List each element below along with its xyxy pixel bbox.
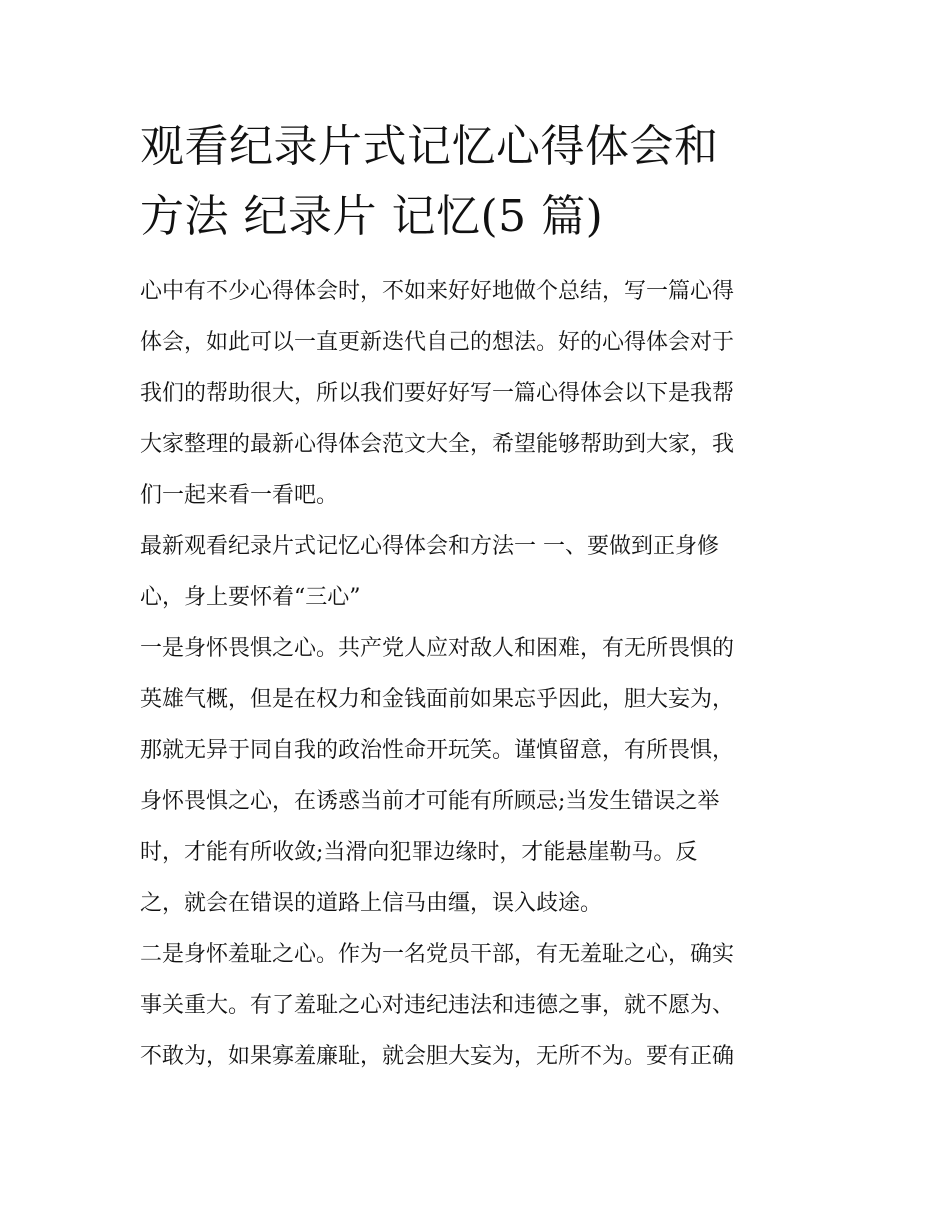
text-line: 一是身怀畏惧之心。共产党人应对敌人和困难，有无所畏惧的	[140, 636, 735, 661]
text-line: 不敢为，如果寡羞廉耻，就会胆大妄为，无所不为。要有正确	[140, 1044, 735, 1069]
title-line: 方法 纪录片 记忆(5 篇)	[140, 191, 604, 242]
document-body	[140, 266, 820, 1082]
section-heading-paragraph	[140, 521, 820, 623]
text-line: 时，才能有所收敛;当滑向犯罪边缘时，才能悬崖勒马。反	[140, 840, 698, 865]
text-line: 大家整理的最新心得体会范文大全，希望能够帮助到大家，我	[140, 432, 735, 457]
text-line: 身怀畏惧之心，在诱惑当前才可能有所顾忌;当发生错误之举	[140, 789, 720, 814]
text-line: 心中有不少心得体会时，不如来好好地做个总结，写一篇心得	[140, 279, 735, 304]
body-paragraph	[140, 623, 820, 929]
text-line: 那就无异于同自我的政治性命开玩笑。谨慎留意，有所畏惧，	[140, 738, 735, 763]
text-line: 心，身上要怀着“三心”	[140, 585, 361, 610]
text-line: 最新观看纪录片式记忆心得体会和方法一 一、要做到正身修	[140, 534, 719, 559]
text-line: 二是身怀羞耻之心。作为一名党员干部，有无羞耻之心，确实	[140, 942, 735, 967]
intro-paragraph	[140, 266, 820, 521]
text-line: 之，就会在错误的道路上信马由缰，误入歧途。	[140, 891, 603, 916]
text-line: 我们的帮助很大，所以我们要好好写一篇心得体会以下是我帮	[140, 381, 735, 406]
text-line: 体会，如此可以一直更新迭代自己的想法。好的心得体会对于	[140, 330, 735, 355]
title-line: 观看纪录片式记忆心得体会和	[140, 121, 719, 172]
text-line: 事关重大。有了羞耻之心对违纪违法和违德之事，就不愿为、	[140, 993, 735, 1018]
document-page	[140, 112, 820, 1082]
text-line: 们一起来看一看吧。	[140, 483, 339, 508]
document-title	[140, 112, 820, 252]
body-paragraph	[140, 929, 820, 1082]
text-line: 英雄气概，但是在权力和金钱面前如果忘乎因此，胆大妄为，	[140, 687, 735, 712]
